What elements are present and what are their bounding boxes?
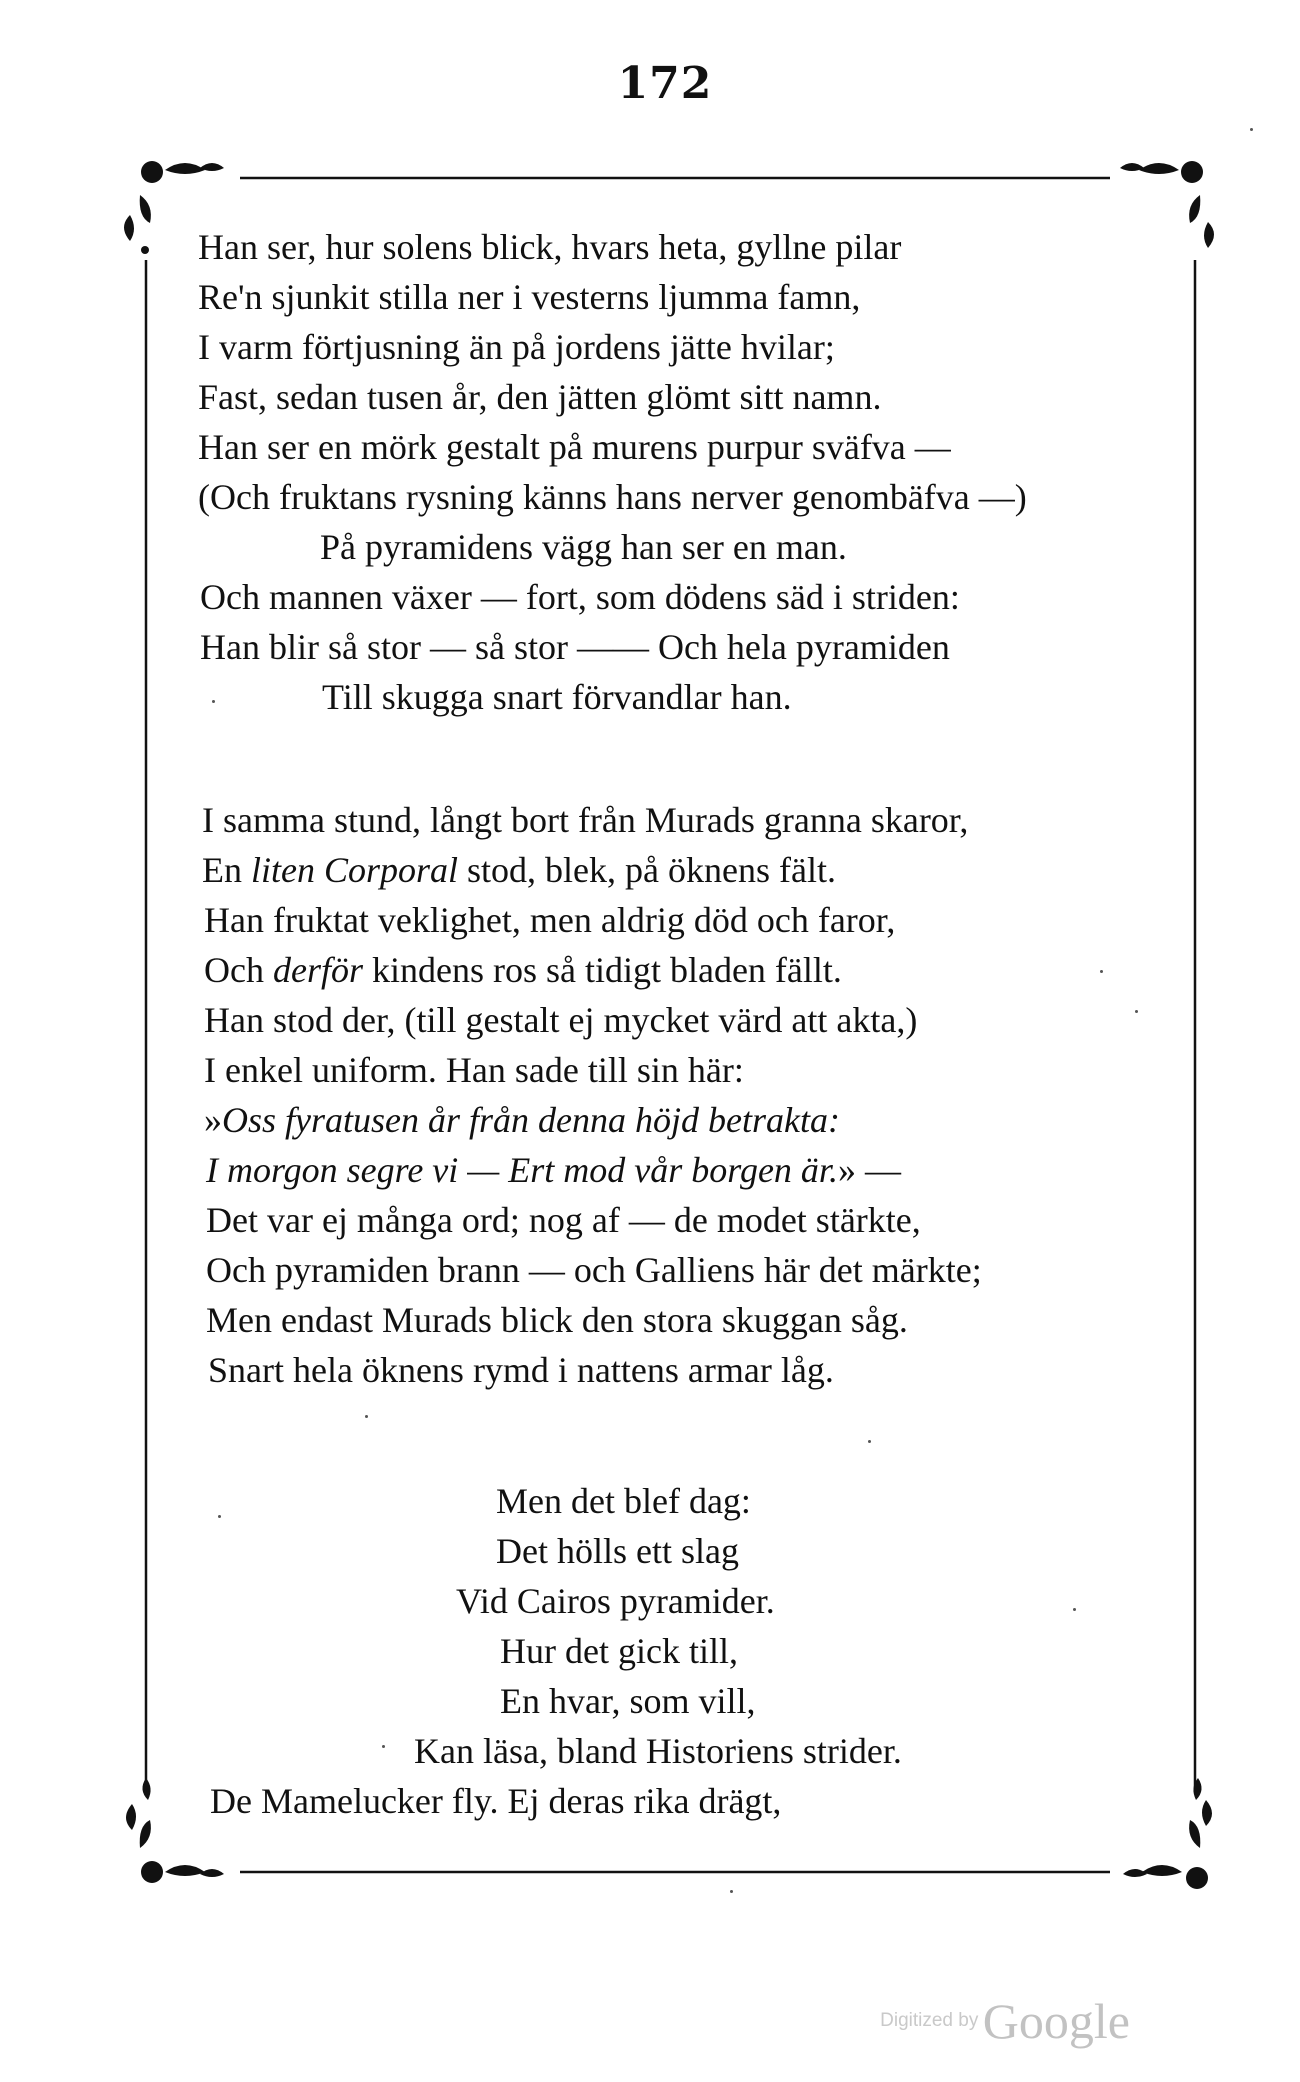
verse-line: Snart hela öknens rymd i nattens armar låg. [208, 1350, 834, 1390]
verse-line: Han blir så stor — så stor —— Och hela pyramiden [200, 627, 950, 667]
verse-line: I varm förtjusning än på jordens jätte hvilar; [198, 327, 835, 367]
verse-line: Men endast Murads blick den stora skuggan såg. [206, 1300, 908, 1340]
verse-line: På pyramidens vägg han ser en man. [320, 527, 847, 567]
verse-line: Han ser en mörk gestalt på murens purpur sväfva — [198, 427, 951, 467]
verse-line: Men det blef dag: [496, 1481, 751, 1521]
google-logo: Google [982, 1993, 1130, 2049]
verse-line: Kan läsa, bland Historiens strider. [414, 1731, 902, 1771]
verse-line: En hvar, som vill, [500, 1681, 756, 1721]
corner-ornament-bottom-right [1123, 1778, 1212, 1889]
verse-line: Och mannen växer — fort, som dödens säd i striden: [200, 577, 960, 617]
corner-ornament-top-right [1120, 161, 1214, 248]
verse-line: Det var ej många ord; nog af — de modet stärkte, [206, 1200, 921, 1240]
digitized-label: Digitized by [880, 2010, 979, 2031]
verse-line: Det hölls ett slag [496, 1531, 739, 1571]
scan-speck [365, 1415, 368, 1418]
verse-line: »Oss fyratusen år från denna höjd betrakta: [204, 1100, 840, 1140]
verse-line: Till skugga snart förvandlar han. [322, 677, 792, 717]
verse-line: Och derför kindens ros så tidigt bladen fällt. [204, 950, 842, 990]
digitized-by-watermark [880, 1992, 1130, 2050]
scan-speck [868, 1440, 871, 1443]
scan-speck [1073, 1608, 1076, 1611]
scan-speck [730, 1890, 733, 1893]
verse-line: Fast, sedan tusen år, den jätten glömt sitt namn. [198, 377, 882, 417]
page-number: 172 [617, 58, 713, 109]
scan-speck [212, 700, 215, 703]
verse-line: I enkel uniform. Han sade till sin här: [204, 1050, 744, 1090]
verse-line: Han ser, hur solens blick, hvars heta, gyllne pilar [198, 227, 902, 267]
scan-speck [382, 1745, 385, 1748]
verse-line: I morgon segre vi — Ert mod vår borgen är.» — [206, 1150, 901, 1190]
verse-line: De Mamelucker fly. Ej deras rika drägt, [210, 1781, 782, 1821]
scan-speck [1100, 970, 1103, 973]
verse-line: Han stod der, (till gestalt ej mycket värd att akta,) [204, 1000, 918, 1040]
verse-line: I samma stund, långt bort från Murads granna skaror, [202, 800, 969, 840]
verse-line: Han fruktat veklighet, men aldrig död och faror, [204, 900, 896, 940]
scan-speck [1135, 1010, 1138, 1013]
scan-speck [218, 1515, 221, 1518]
scan-speck [1250, 128, 1253, 131]
verse-line: Hur det gick till, [500, 1631, 738, 1671]
verse-line: (Och fruktans rysning känns hans nerver genombäfva —) [198, 477, 1027, 517]
verse-line: Vid Cairos pyramider. [456, 1581, 775, 1621]
verse-line: Och pyramiden brann — och Galliens här det märkte; [206, 1250, 982, 1290]
verse-line: Re'n sjunkit stilla ner i vesterns ljumma famn, [198, 277, 861, 317]
verse-line: En liten Corporal stod, blek, på öknens fält. [202, 850, 836, 890]
